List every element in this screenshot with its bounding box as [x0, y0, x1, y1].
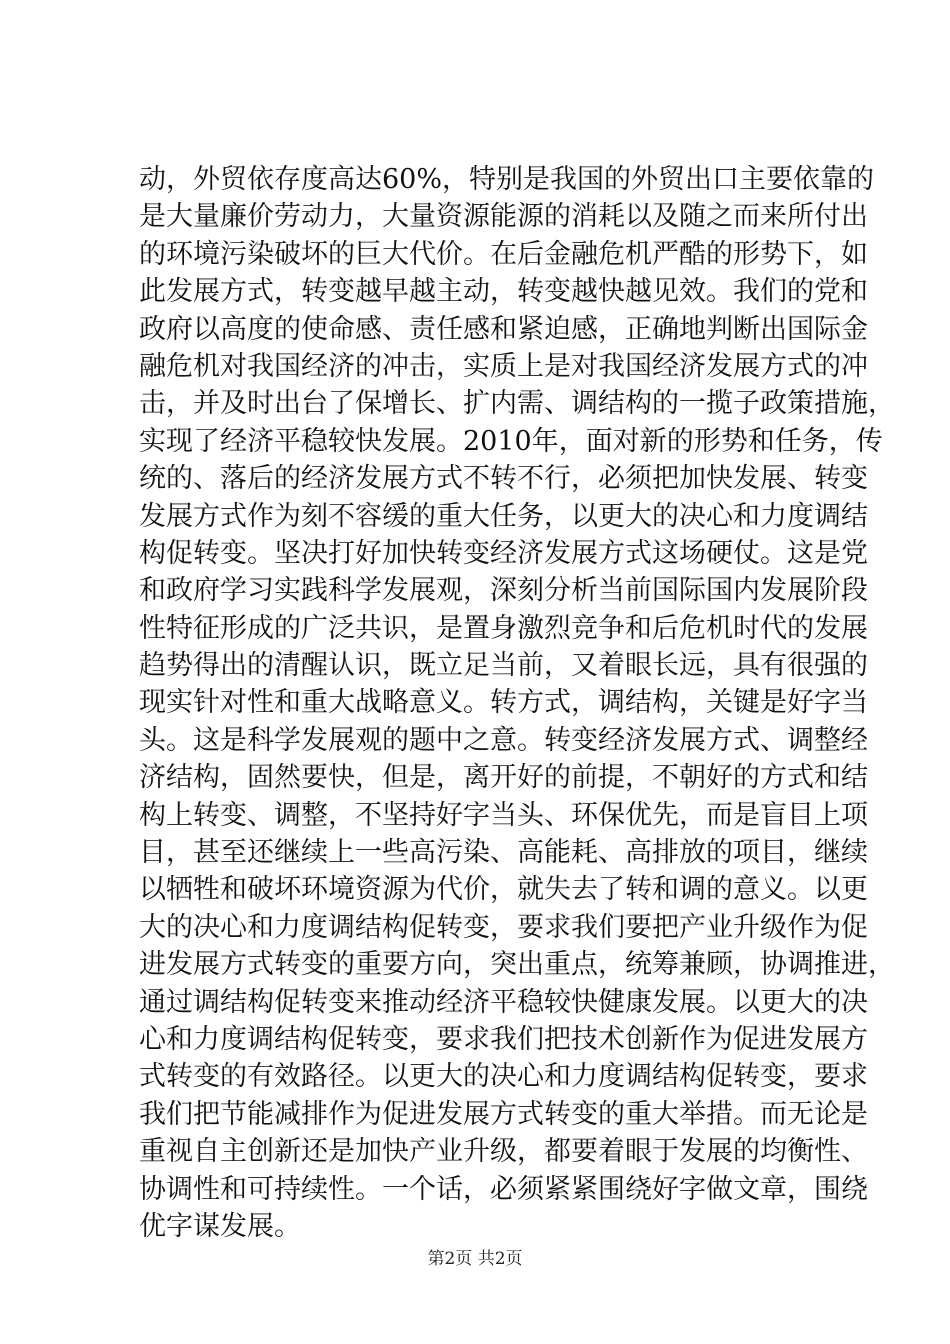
text-line: 是大量廉价劳动力，大量资源能源的消耗以及随之而来所付出: [139, 201, 868, 233]
text-line: 实现了经济平稳较快发展。2010年，面对新的形势和任务，传: [139, 425, 883, 457]
text-line: 现实针对性和重大战略意义。转方式，调结构，关键是好字当: [139, 687, 868, 719]
text-line: 头。这是科学发展观的题中之意。转变经济发展方式、调整经: [139, 724, 868, 756]
text-line: 发展方式作为刻不容缓的重大任务，以更大的决心和力度调结: [139, 500, 868, 532]
text-line: 政府以高度的使命感、责任感和紧迫感，正确地判断出国际金: [139, 313, 868, 345]
text-line: 进发展方式转变的重要方向，突出重点，统筹兼顾，协调推进，: [139, 949, 895, 981]
text-line: 动，外贸依存度高达60%，特别是我国的外贸出口主要依靠的: [139, 164, 875, 195]
text-line: 式转变的有效路径。以更大的决心和力度调结构促转变，要求: [139, 1061, 868, 1093]
text-line: 性特征形成的广泛共识，是置身激烈竞争和后危机时代的发展: [139, 612, 868, 644]
text-line: 构促转变。坚决打好加快转变经济发展方式这场硬仗。这是党: [139, 537, 868, 569]
text-line: 击，并及时出台了保增长、扩内需、调结构的一揽子政策措施，: [139, 388, 895, 420]
page-footer: 第2页 共2页: [427, 1249, 523, 1269]
text-line: 通过调结构促转变来推动经济平稳较快健康发展。以更大的决: [139, 986, 868, 1018]
text-line: 目，甚至还继续上一些高污染、高能耗、高排放的项目，继续: [139, 837, 868, 869]
text-line: 优字谋发展。: [139, 1210, 301, 1242]
text-line: 统的、落后的经济发展方式不转不行，必须把加快发展、转变: [139, 463, 868, 495]
text-line: 趋势得出的清醒认识，既立足当前，又着眼长远，具有很强的: [139, 650, 868, 682]
text-line: 我们把节能减排作为促进发展方式转变的重大举措。而无论是: [139, 1098, 868, 1130]
body-text: [139, 161, 895, 1245]
text-line: 大的决心和力度调结构促转变，要求我们要把产业升级作为促: [139, 911, 868, 943]
text-line: 协调性和可持续性。一个话，必须紧紧围绕好字做文章，围绕: [139, 1173, 868, 1205]
text-line: 此发展方式，转变越早越主动，转变越快越见效。我们的党和: [139, 276, 868, 308]
text-line: 济结构，固然要快，但是，离开好的前提，不朝好的方式和结: [139, 762, 868, 794]
text-line: 重视自主创新还是加快产业升级，都要着眼于发展的均衡性、: [139, 1136, 868, 1168]
text-line: 构上转变、调整，不坚持好字当头、环保优先，而是盲目上项: [139, 799, 868, 831]
text-line: 以牺牲和破坏环境资源为代价，就失去了转和调的意义。以更: [139, 874, 868, 906]
text-line: 融危机对我国经济的冲击，实质上是对我国经济发展方式的冲: [139, 350, 868, 382]
text-line: 和政府学习实践科学发展观，深刻分析当前国际国内发展阶段: [139, 575, 868, 607]
text-line: 的环境污染破坏的巨大代价。在后金融危机严酷的形势下，如: [139, 238, 868, 270]
text-line: 心和力度调结构促转变，要求我们把技术创新作为促进发展方: [139, 1023, 868, 1055]
